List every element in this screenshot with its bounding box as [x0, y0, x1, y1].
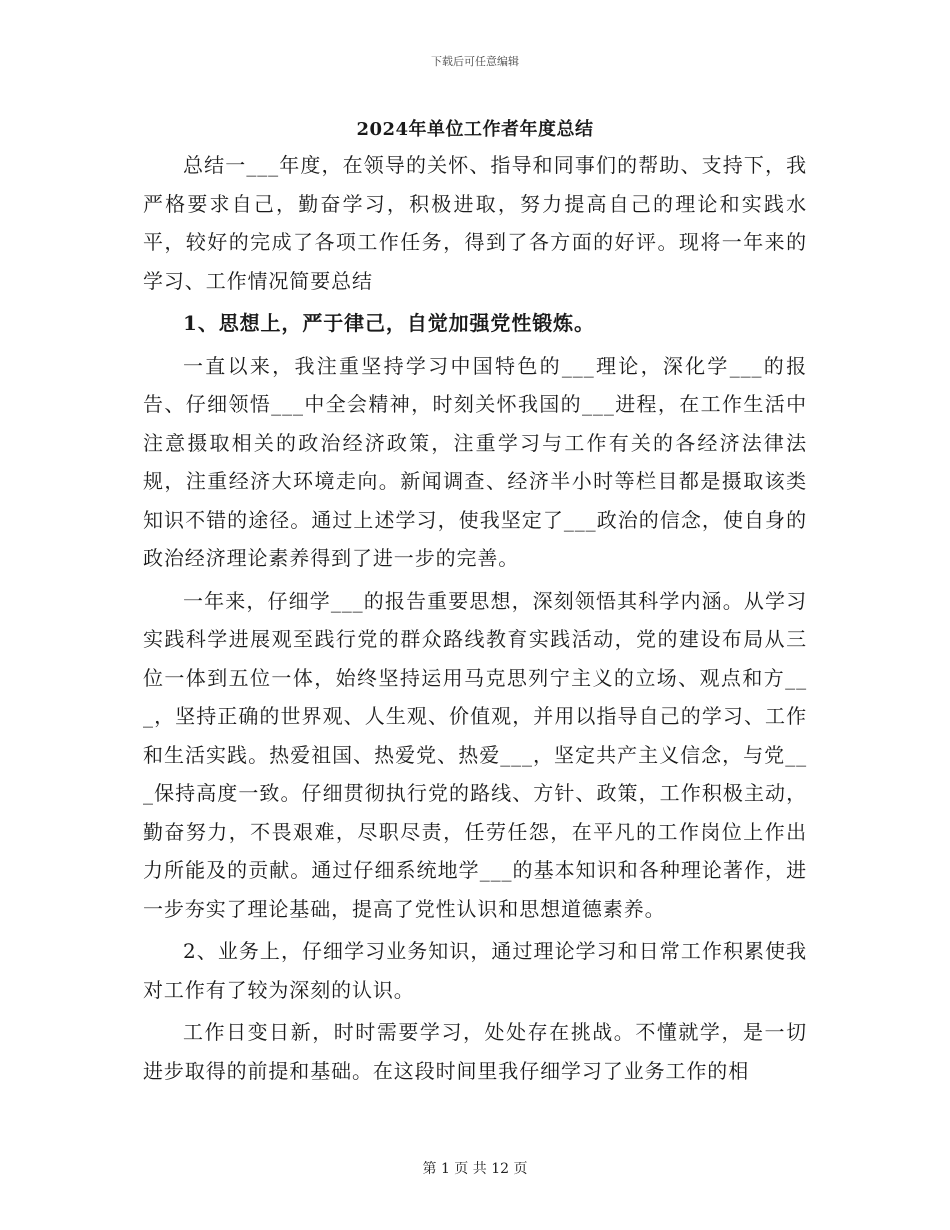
section-heading-2: 2、业务上，仔细学习业务知识，通过理论学习和日常工作积累使我对工作有了较为深刻的认识。 — [143, 939, 807, 1002]
paragraph-intro: 总结一___年度，在领导的关怀、指导和同事们的帮助、支持下，我严格要求自己，勤奋学习，积极进取，努力提高自己的理论和实践水平，较好的完成了各项工作任务，得到了各方面的好评。现将一年来的学习、工作情况简要总结 — [143, 153, 807, 293]
paragraph-year-review: 一年来，仔细学___的报告重要思想，深刻领悟其科学内涵。从学习实践科学进展观至践行党的群众路线教育实践活动，党的建设布局从三位一体到五位一体，始终坚持运用马克思列宁主义的立场、观点和方___，坚持正确的世界观、人生观、价值观，并用以指导自己的学习、工作和生活实践。热爱祖国、热爱党、热爱___，坚定共产主义信念，与党___保持高度一致。仔细贯彻执行党的路线、方针、政策，工作积极主动，勤奋努力，不畏艰难，尽职尽责，任劳任怨，在平凡的工作岗位上作出力所能及的贡献。通过仔细系统地学___的基本知识和各种理论著作，进一步夯实了理论基础，提高了党性认识和思想道德素养。 — [143, 588, 807, 921]
paragraph-study: 一直以来，我注重坚持学习中国特色的___理论，深化学___的报告、仔细领悟___中全会精神，时刻关怀我国的___进程，在工作生活中注意摄取相关的政治经济政策，注重学习与工作有关的各经济法律法规，注重经济大环境走向。新闻调查、经济半小时等栏目都是摄取该类知识不错的途径。通过上述学习，使我坚定了___政治的信念，使自身的政治经济理论素养得到了进一步的完善。 — [143, 353, 807, 570]
paragraph-work: 工作日变日新，时时需要学习，处处存在挑战。不懂就学，是一切进步取得的前提和基础。在这段时间里我仔细学习了业务工作的相 — [143, 1020, 807, 1083]
document-title: 2024年单位工作者年度总结 — [356, 119, 594, 140]
page-number: 第 1 页 共 12 页 — [422, 1161, 528, 1177]
header-note: 下载后可任意编辑 — [431, 55, 519, 68]
document-body — [143, 146, 807, 1094]
section-heading-1: 1、思想上，严于律己，自觉加强党性锻炼。 — [183, 311, 595, 335]
